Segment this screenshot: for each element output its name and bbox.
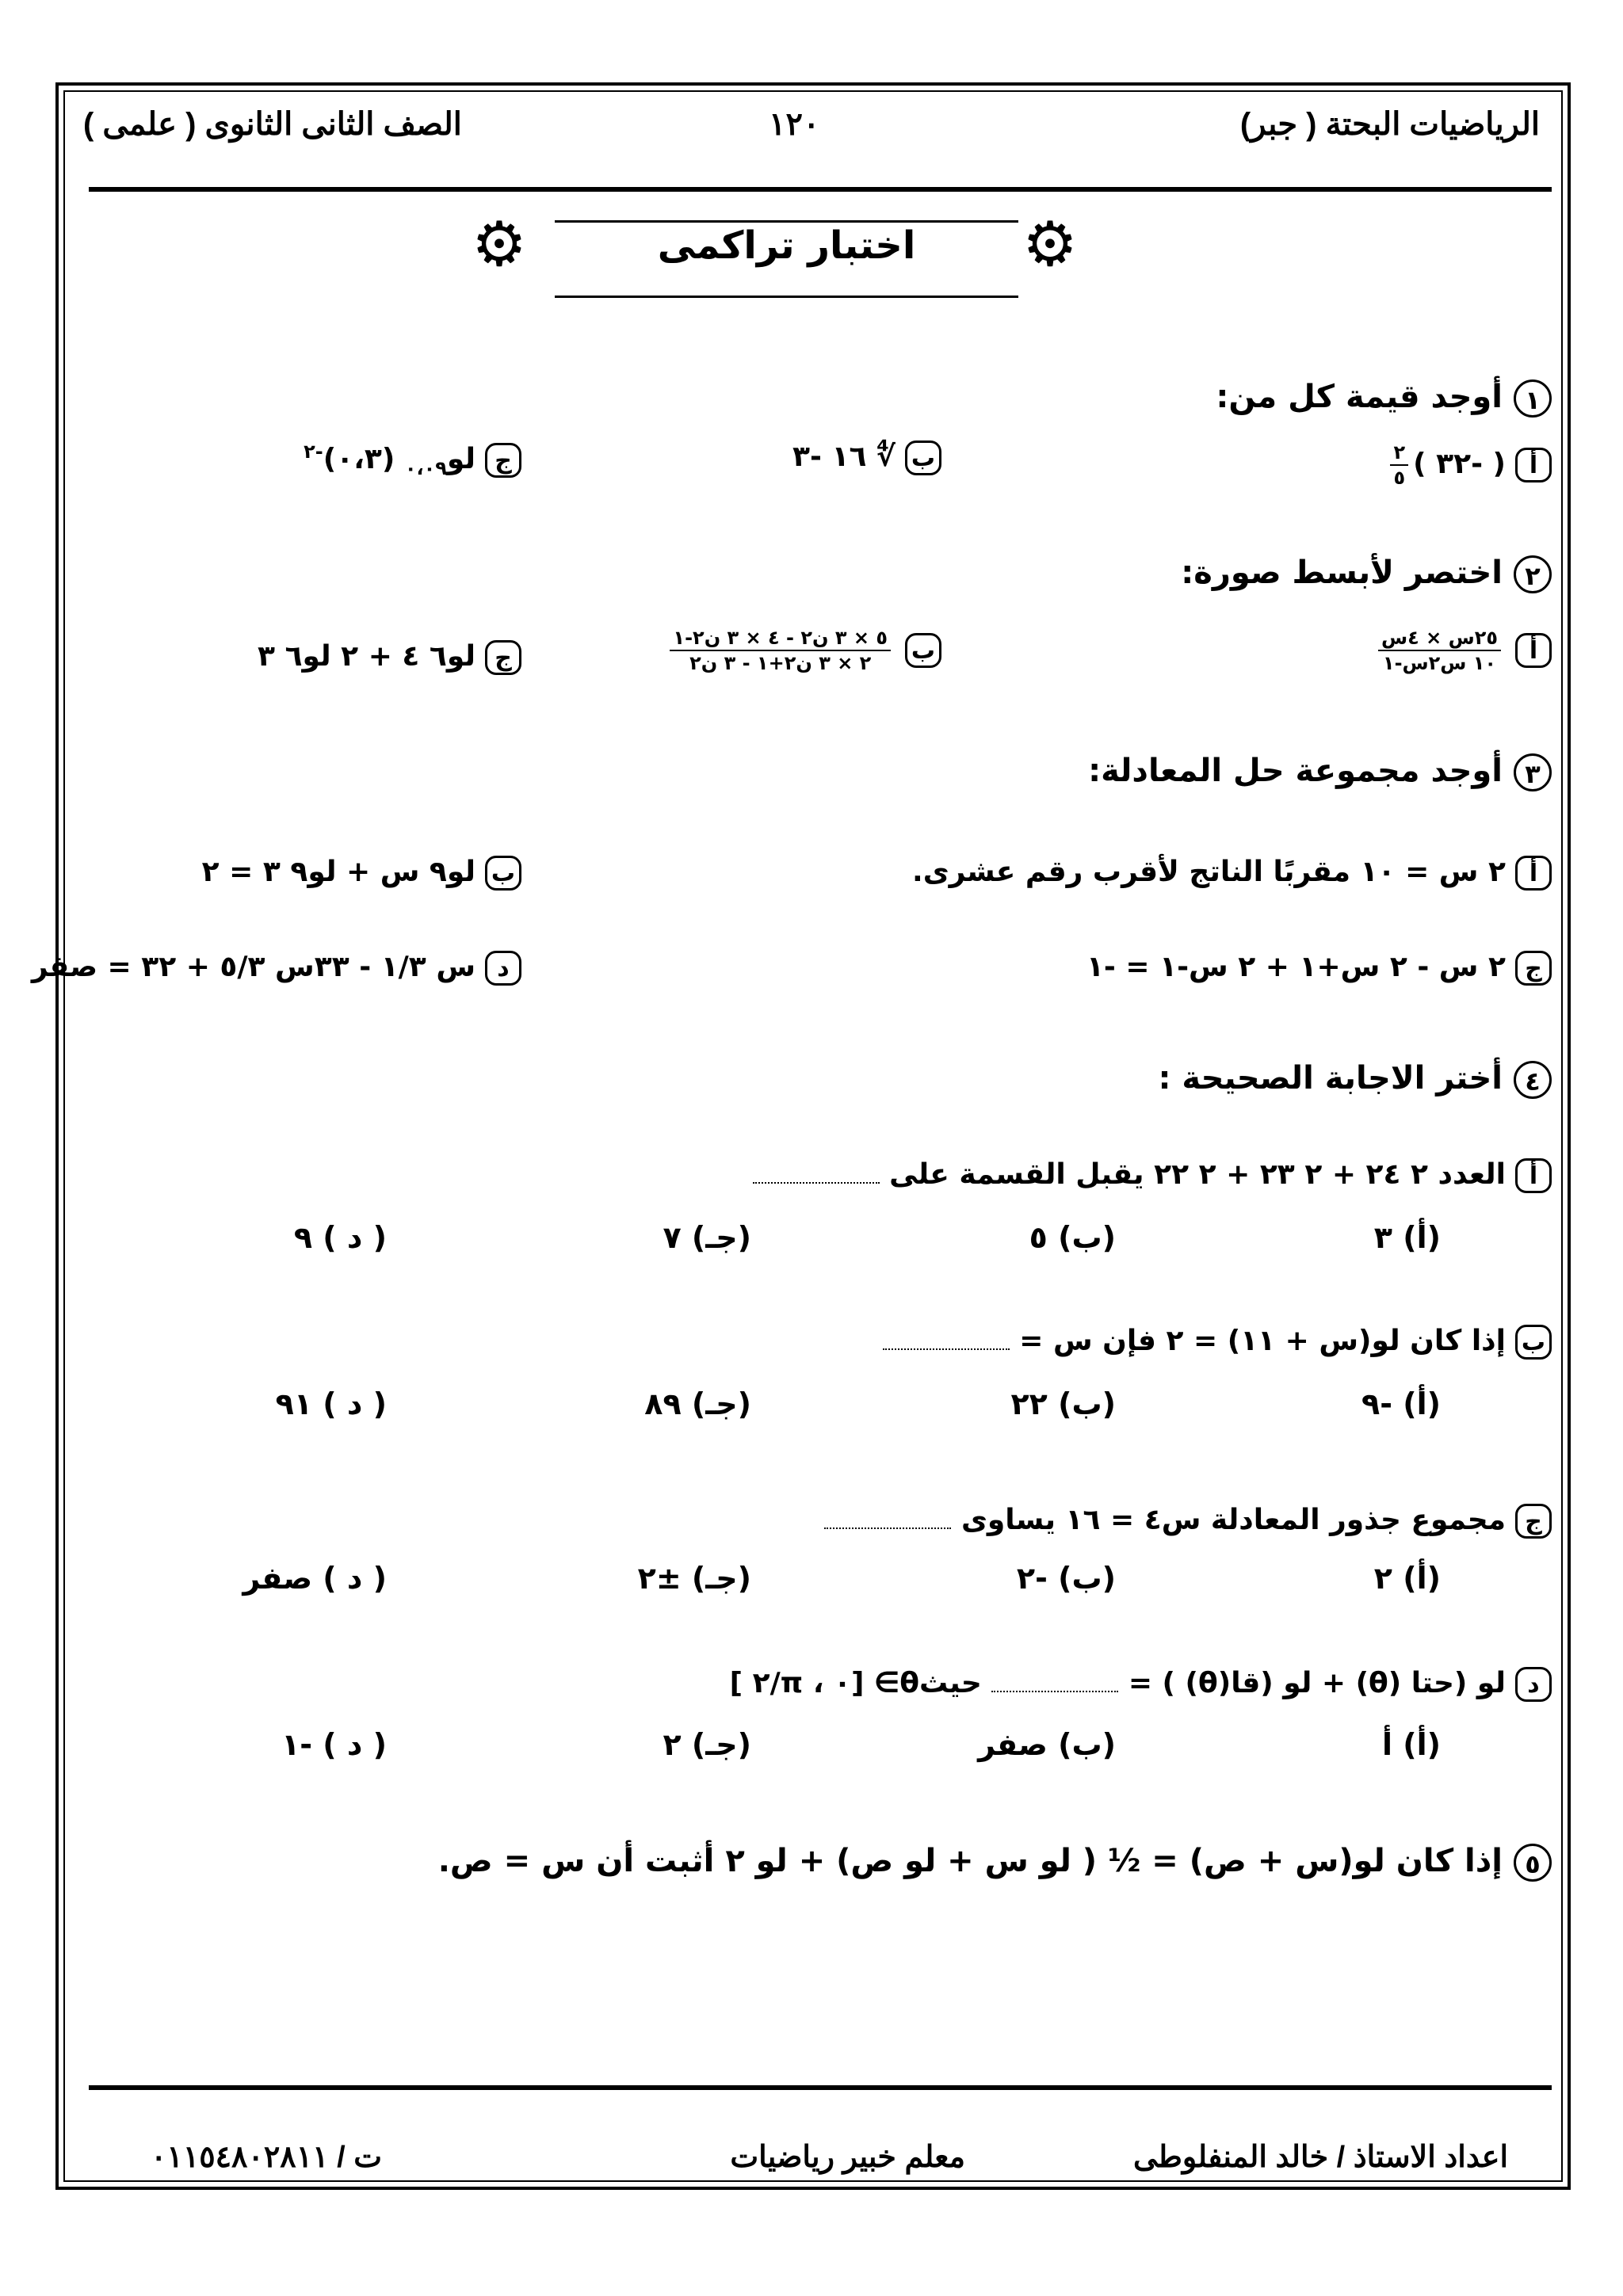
title-box — [555, 220, 1018, 298]
header-rule — [89, 187, 1552, 192]
q3-item-c: ج٢ س - ٢ س+١ + ٢ س-١ = -١ — [1086, 951, 1552, 986]
gear-icon-right: ⚙ — [1022, 209, 1078, 280]
header-page-number: ١٢٠ — [769, 107, 820, 142]
q4-item-a-stem: أالعدد ٢ ٢٤ + ٢ ٢٣ + ٢ ٢٢ يقبل القسمة على — [753, 1158, 1552, 1193]
q3-item-b: بلو٩ س + لو٩ ٣ = ٢ — [202, 856, 521, 891]
choice: (أ) ٣ — [1373, 1220, 1441, 1255]
footer-phone: ت / ٠١١٥٤٨٠٢٨١١ — [151, 2141, 382, 2174]
q3-item-d: دس ١/٣ - ٣٣س ٥/٣ + ٣٢ = صفر — [32, 951, 521, 986]
footer-rule — [89, 2085, 1552, 2090]
choice: (جـ) ±٢ — [637, 1561, 751, 1596]
choice: ( د ) -١ — [281, 1727, 387, 1762]
choice: (أ) ٢ — [1373, 1561, 1441, 1596]
header-grade: الصف الثانى الثانوى ( علمى ) — [83, 107, 462, 142]
choice: (جـ) ٧ — [663, 1220, 751, 1255]
question-1 — [1216, 379, 1552, 418]
choice: (جـ) ٨٩ — [644, 1386, 751, 1421]
choice: (جـ) ٢ — [663, 1727, 751, 1762]
choice: (أ) أ — [1381, 1727, 1441, 1762]
choice: ( د ) ٩ — [293, 1220, 387, 1255]
question-3: ٣أوجد مجموعة حل المعادلة: — [1088, 753, 1552, 791]
q1-item-b: ب∜ ١٦ -٣ — [792, 441, 941, 475]
q4-item-c-stem: جمجموع جذور المعادلة س٤ = ١٦ يساوى — [824, 1504, 1552, 1539]
question-2: ٢اختصر لأبسط صورة: — [1181, 555, 1552, 593]
question-text: أوجد قيمة كل من: — [1216, 379, 1503, 415]
choice: (أ) -٩ — [1361, 1386, 1441, 1421]
footer-role: معلم خبير رياضيات — [730, 2141, 965, 2174]
question-4: ٤أختر الاجابة الصحيحة : — [1158, 1060, 1552, 1099]
choice: ( د ) ٩١ — [275, 1386, 387, 1421]
q2-item-b: ب $\frac{\text{٥ × ٣ ن٢ - ٤ × ٣ ن٢-١}}{\text{٢ × ٣ ن٢+١ - ٣ ن٢}}$ — [665, 626, 941, 675]
q2-item-a: أ $\frac{\text{٢٥س × ٤س}}{\text{١٠ س٢س-١}}$ — [1373, 626, 1552, 675]
choice: (ب) -٢ — [1016, 1561, 1116, 1596]
q3-item-a: أ٢ س = ١٠ مقربًا الناتج لأقرب رقم عشرى. — [912, 856, 1552, 891]
q1-item-c: جلو$_{٠،٠٩}$ (٠،٣)$^{-٢}$ — [304, 441, 521, 479]
choice: (ب) ٥ — [1029, 1220, 1116, 1255]
choice: (ب) ٢٢ — [1010, 1386, 1116, 1421]
question-5: ٥إذا كان لو(س + ص) = ½ ( لو س + لو ص) + لو ٢ أثبت أن س = ص. — [438, 1843, 1552, 1882]
exponent-fraction: $\frac{٢}{٥}$ — [1390, 441, 1408, 490]
question-number: ١ — [1514, 379, 1552, 418]
q4-item-b-stem: بإذا كان لو(س + ١١) = ٢ فإن س = — [883, 1325, 1552, 1360]
page-title: اختبار تراكمى — [657, 223, 916, 268]
footer-author: اعداد الاستاذ / خالد المنفلوطى — [1133, 2141, 1508, 2174]
choice: ( د ) صفر — [242, 1561, 387, 1596]
q2-item-c: جلو٦ ٤ + ٢ لو٦ ٣ — [258, 640, 521, 675]
q4-item-d-stem: دلو (حتا (θ) + لو (قا(θ) ) = حيثθ∋ [٠ ، π/٢ ] — [730, 1667, 1552, 1702]
gear-icon-left: ⚙ — [472, 209, 527, 280]
q1-item-a: أ( -٣٢ ) $\frac{٢}{٥}$ — [1385, 441, 1552, 490]
choice: (ب) صفر — [978, 1727, 1116, 1762]
header-subject: الرياضيات البحتة ( جبر) — [1239, 107, 1540, 142]
